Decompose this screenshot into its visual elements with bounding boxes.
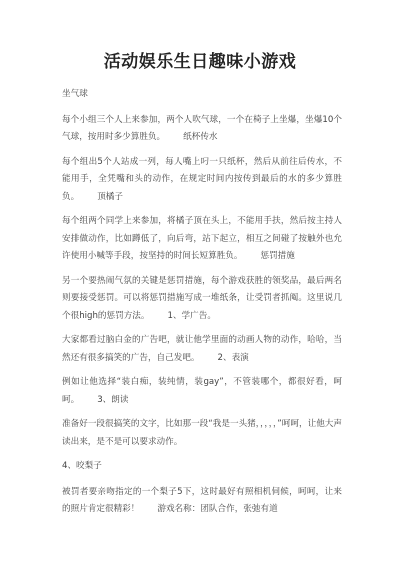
paragraph-perform: [62, 374, 342, 409]
paragraph-read-text: 准备好一段很搞笑的文字，比如那一段“我是一头猪，，，，，”呵呵，让他大声读出来，是不是可以要求动作。: [62, 419, 342, 447]
item-read: 3、朗读: [97, 394, 129, 405]
paragraph-advert-text: 大家都看过脑白金的广告吧，就让他学里面的动画人物的动作，哈哈，当然还有很多搞笑的广告，自己发吧。: [62, 335, 342, 363]
paragraph-cup-water-text: 每个组出5个人站成一列，每人嘴上叼一只纸杯，然后从前往后传水，不能用手，全凭嘴和头的动作，在规定时间内按传到最后的水的多少算胜负。: [62, 156, 342, 202]
paragraph-cup-water: [62, 154, 342, 207]
paragraph-perform-text: 例如让他选择“装白痴，装纯情，装gay”，不管装哪个，都很好看，呵呵。: [62, 377, 342, 405]
document-body: [62, 86, 342, 526]
paragraph-pear-text: 被罚者要亲吻指定的一个梨子5下，这时最好有照相机伺候，呵呵，让来的照片肯定很精彩！: [62, 486, 342, 514]
item-pear-text: 4、咬梨子: [62, 461, 102, 471]
paragraph-punishment: [62, 273, 342, 326]
paragraph-advert: [62, 332, 342, 367]
item-advert: 1、学广告。: [167, 310, 216, 321]
game-name-line: 游戏名称：团队合作，张弛有道: [157, 504, 278, 514]
document-title: 活动娱乐生日趣味小游戏: [103, 52, 297, 72]
paragraph-balloon-text: 每个小组三个人上来参加，两个人吹气球，一个在椅子上坐爆，坐爆10个气球，按用时多少算胜负。: [62, 114, 342, 142]
item-perform: 2、表演: [217, 352, 249, 363]
paragraph-pear: [62, 484, 342, 519]
heading-balloon-text: 坐气球: [62, 89, 88, 99]
heading-orange: 顶橘子: [97, 191, 123, 202]
paragraph-orange-text: 每个组两个同学上来参加，将橘子顶在头上，不能用手扶，然后按主持人安排做动作，比如蹲低了，向后弯，站下起立，相互之间碰了按触外也允许使用小喊等手段，按坚持的时间长短算胜负。: [62, 216, 342, 261]
heading-punishment: 惩罚措施: [260, 251, 295, 261]
paragraph-read: [62, 416, 342, 451]
heading-balloon: [62, 86, 342, 104]
paragraph-orange: [62, 213, 342, 266]
item-pear: [62, 458, 342, 476]
paragraph-punishment-text: 另一个要热闹气氛的关键是惩罚措施，每个游戏获胜的领奖品，最后两名则要接受惩罚。可以将惩罚措施写成一堆纸条，让受罚者抓阄。这里说几个很high的惩罚方法。: [62, 275, 342, 321]
heading-cup-water: 纸杯传水: [183, 132, 218, 142]
paragraph-balloon-rules: [62, 112, 342, 147]
